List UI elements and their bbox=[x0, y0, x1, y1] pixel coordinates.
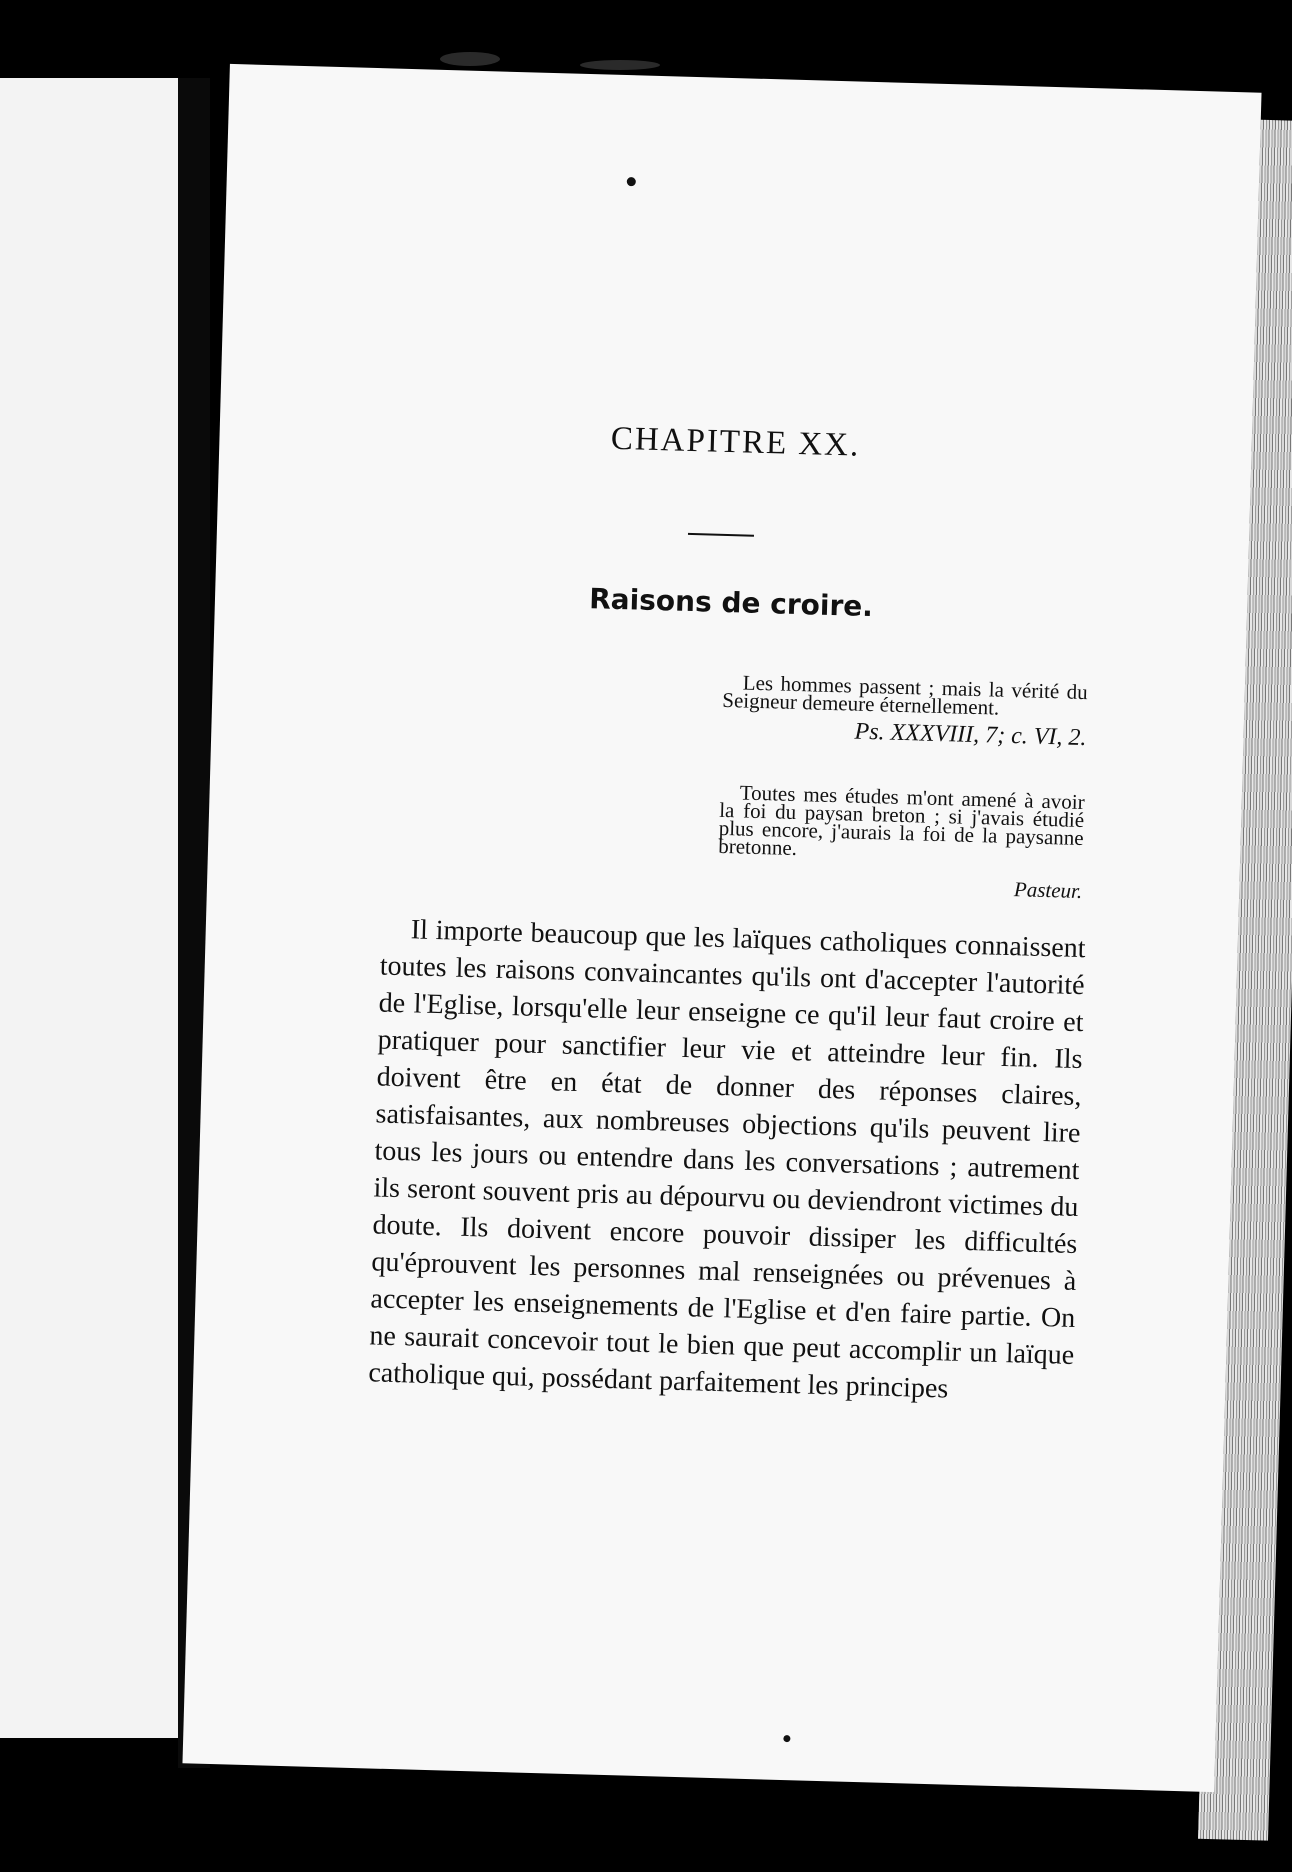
epigraph-source: Ps. XXXVIII, 7; c. VI, 2. bbox=[854, 718, 1087, 752]
body-paragraph: Il importe beaucoup que les laïques catholiques connaissent toutes les raisons convaincantes qu'ils ont d'accepter l'autorité de l'Eglise, lorsqu'elle leur enseigne ce qu'il leur faut croire et pratiquer pour sanctifier leur vie et atteindre leur fin. Ils doivent être en état de donner des réponses claires, satisfaisantes, aux nombreuses objections qu'ils peuvent lire tous les jours ou entendre dans les conversations ; autrement ils seront souvent pris au dépourvu ou deviendront victimes du doute. Ils doivent encore pouvoir dissiper les difficultés qu'éprouvent les personnes mal renseignées ou prévenues à accepter les enseignements de l'Eglise et d'en faire partie. On ne saurait concevoir tout le bien que peut accomplir un laïque catholique qui, possédant parfaitement les principes bbox=[368, 914, 1086, 1405]
epigraph-text: Toutes mes études m'ont amené à avoir la foi du paysan breton ; si j'avais étudié plus encore, j'aurais la foi de la paysanne bretonne. bbox=[717, 780, 1085, 861]
printer-mark-bottom bbox=[783, 1735, 790, 1742]
epigraph bbox=[717, 780, 1085, 904]
scan-smudge bbox=[580, 60, 660, 70]
epigraph-source: Pasteur. bbox=[1013, 877, 1083, 904]
epigraph bbox=[721, 670, 1089, 752]
section-title: Raisons de croire. bbox=[588, 582, 874, 624]
heading-rule bbox=[688, 533, 754, 537]
left-page bbox=[0, 78, 178, 1738]
epigraph-text: Les hommes passent ; mais la vérité du Seigneur demeure éternellement. bbox=[722, 670, 1089, 720]
scan-smudge bbox=[440, 52, 500, 66]
printer-mark-top bbox=[627, 177, 636, 186]
chapter-heading: CHAPITRE XX. bbox=[610, 420, 861, 464]
book-page bbox=[182, 64, 1261, 1792]
